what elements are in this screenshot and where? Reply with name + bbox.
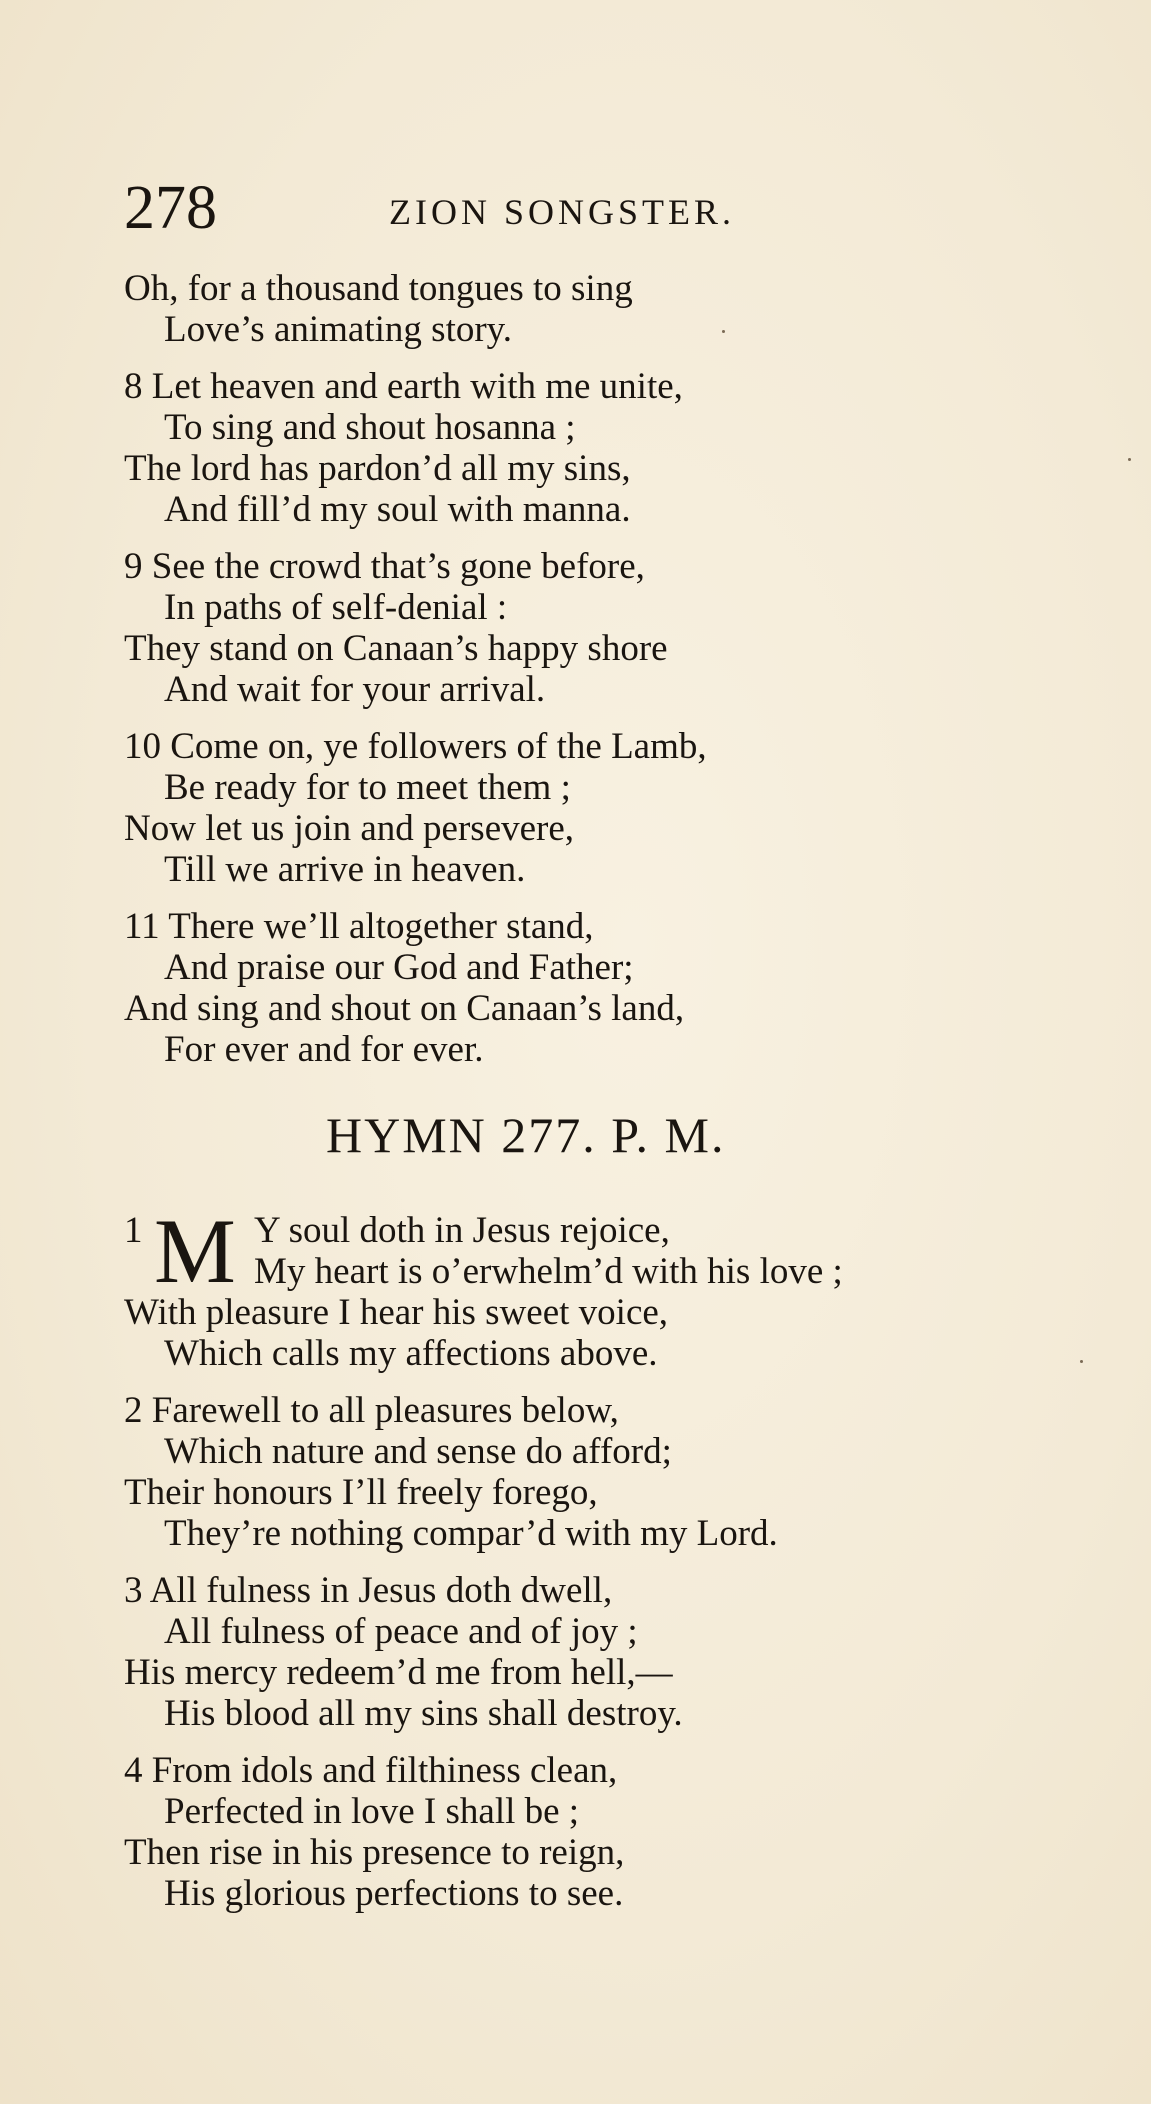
- verse-line: Their honours I’ll freely forego,: [124, 1472, 598, 1513]
- verse-line: 3 All fulness in Jesus doth dwell,: [124, 1570, 613, 1611]
- verse-line: All fulness of peace and of joy ;: [164, 1611, 638, 1652]
- verse-line: His blood all my sins shall destroy.: [164, 1693, 683, 1734]
- page-header: [124, 174, 884, 242]
- drop-cap: M: [154, 1200, 236, 1302]
- paper-speck: [1080, 1360, 1083, 1363]
- hymn-277-verses: [124, 1292, 1024, 1914]
- verse-line: The lord has pardon’d all my sins,: [124, 448, 631, 489]
- verse-line: 8 Let heaven and earth with me unite,: [124, 366, 683, 407]
- verse-line: 10 Come on, ye followers of the Lamb,: [124, 726, 707, 767]
- verse-line: 9 See the crowd that’s gone before,: [124, 546, 645, 587]
- verse-line: 11 There we’ll altogether stand,: [124, 906, 594, 947]
- verse-line: Then rise in his presence to reign,: [124, 1832, 625, 1873]
- verse-line: Which calls my affections above.: [164, 1333, 658, 1374]
- verse-line: They’re nothing compar’d with my Lord.: [164, 1513, 778, 1554]
- verse-line: Till we arrive in heaven.: [164, 849, 526, 890]
- verse-line: And fill’d my soul with manna.: [164, 489, 631, 530]
- verse-line: Now let us join and persevere,: [124, 808, 575, 849]
- verse-line: Y soul doth in Jesus rejoice,: [254, 1210, 670, 1251]
- hymn-title: HYMN 277. P. M.: [326, 1107, 726, 1163]
- verse-line: Oh, for a thousand tongues to sing: [124, 268, 633, 309]
- verse-line: 2 Farewell to all pleasures below,: [124, 1390, 619, 1431]
- running-head: ZION SONGSTER.: [389, 192, 736, 232]
- verse-line: With pleasure I hear his sweet voice,: [124, 1292, 669, 1333]
- paper-speck: [1128, 458, 1131, 461]
- verse-line: Which nature and sense do afford;: [164, 1431, 672, 1472]
- verse-line: Be ready for to meet them ;: [164, 767, 571, 808]
- verse-line: Love’s animating story.: [164, 309, 513, 350]
- page-number: 278: [124, 174, 217, 242]
- verse-line: His mercy redeem’d me from hell,—: [124, 1652, 673, 1693]
- verse-line: And praise our God and Father;: [164, 947, 634, 988]
- verse-number: 1: [124, 1210, 143, 1251]
- verse-1-dropcap: [124, 1200, 1024, 1302]
- verse-line: Perfected in love I shall be ;: [164, 1791, 580, 1832]
- verse-line: To sing and shout hosanna ;: [164, 407, 576, 448]
- verse-line: In paths of self-denial :: [164, 587, 508, 628]
- verse-line: His glorious perfections to see.: [164, 1873, 624, 1914]
- verse-line: And wait for your arrival.: [164, 669, 546, 710]
- verse-line: My heart is o’erwhelm’d with his love ;: [254, 1251, 843, 1292]
- verse-line: For ever and for ever.: [164, 1029, 484, 1070]
- verse-line: 4 From idols and filthiness clean,: [124, 1750, 618, 1791]
- paper-speck: [722, 330, 725, 333]
- verse-line: And sing and shout on Canaan’s land,: [124, 988, 685, 1029]
- hymn-276-continuation: [124, 268, 1024, 1070]
- verse-line: They stand on Canaan’s happy shore: [124, 628, 668, 669]
